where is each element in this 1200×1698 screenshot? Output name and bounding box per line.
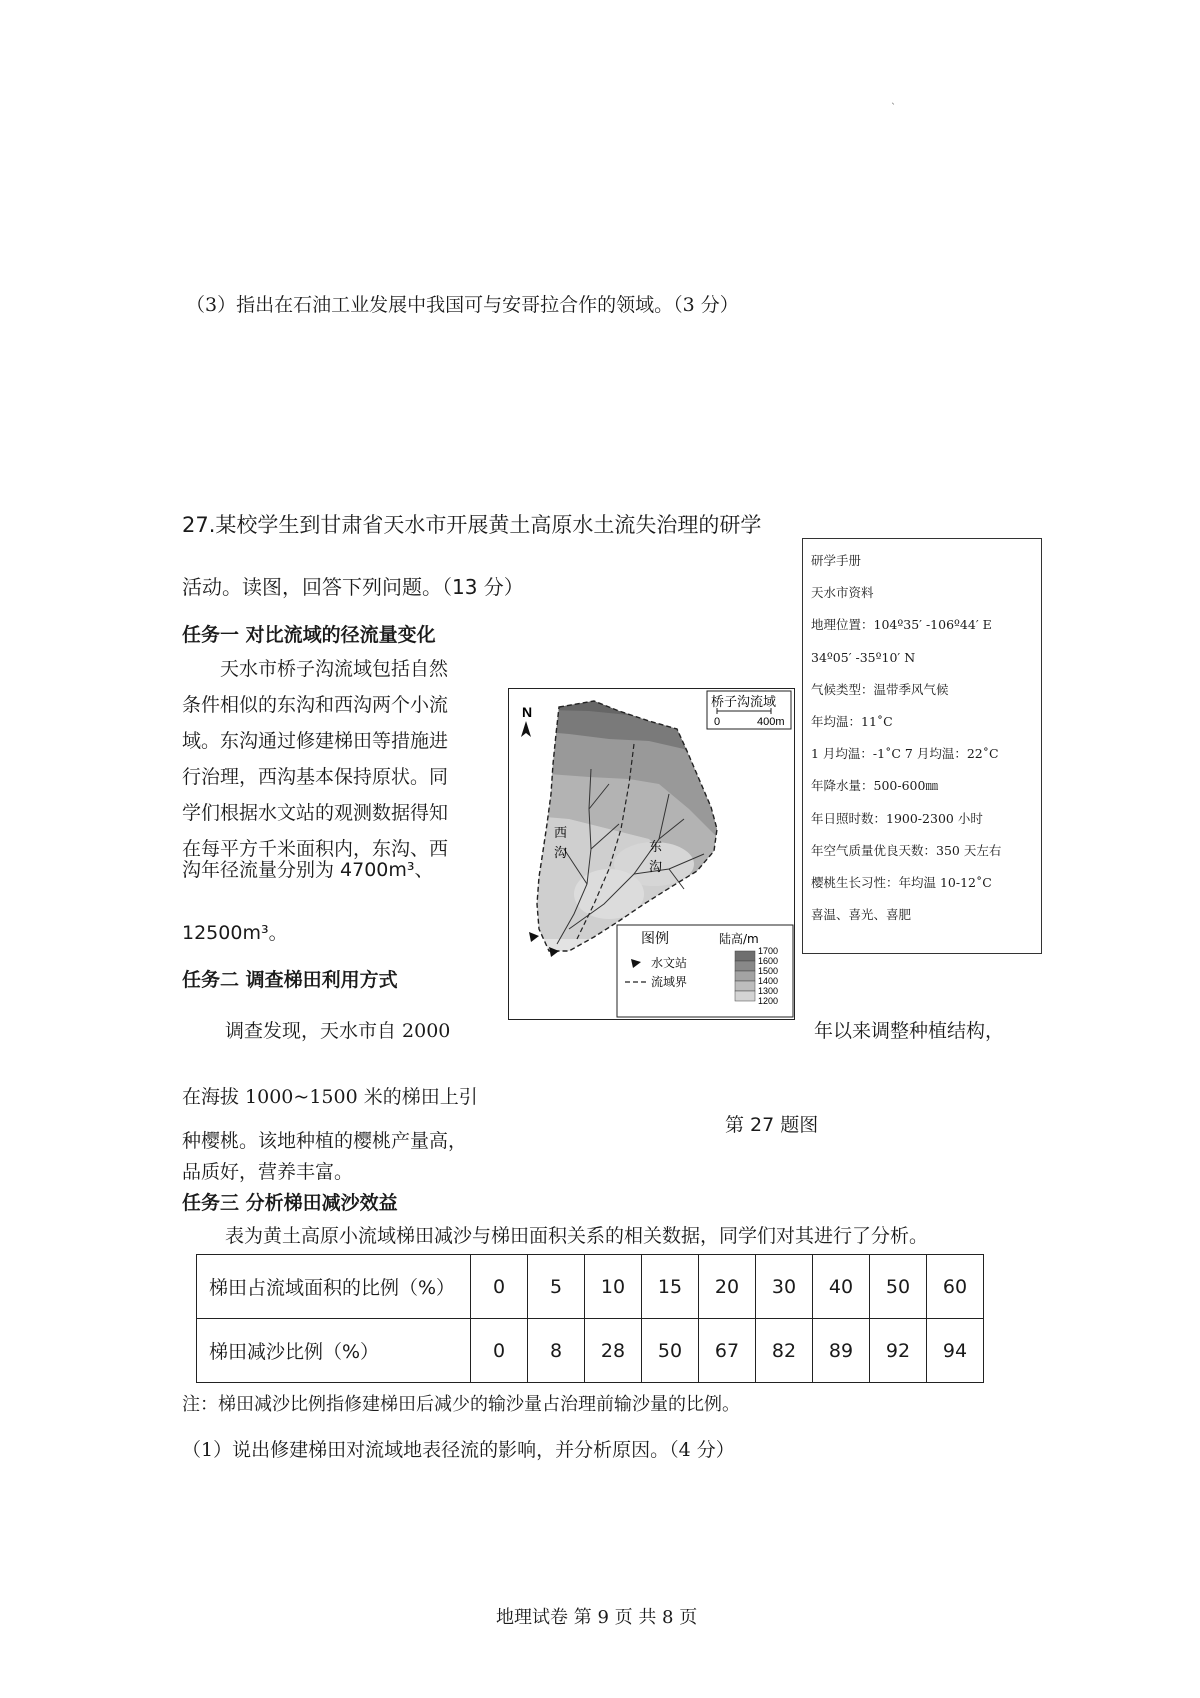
task1-line: 域。东沟通过修建梯田等措施进 bbox=[182, 730, 449, 752]
north-arrow-icon bbox=[521, 721, 531, 737]
watershed-map-svg bbox=[509, 689, 794, 1019]
question-1-prompt: （1）说出修建梯田对流域地表径流的影响，并分析原因。（4 分） bbox=[182, 1439, 735, 1461]
task1-line: 学们根据水文站的观测数据得知 bbox=[182, 802, 449, 824]
north-label: N bbox=[522, 704, 533, 720]
elevation-tick-label: 1600 bbox=[758, 956, 779, 966]
table-row bbox=[197, 1255, 984, 1319]
scale-zero: 0 bbox=[714, 716, 721, 728]
table-cell: 20 bbox=[699, 1255, 756, 1319]
map-legend bbox=[617, 925, 793, 1017]
east-gully-label: 东 bbox=[649, 840, 663, 855]
task1-runoff-line: 沟年径流量分别为 4700m³、 bbox=[182, 859, 434, 881]
table-cell: 92 bbox=[870, 1319, 927, 1383]
task2-line1b: 年以来调整种植结构， bbox=[814, 1020, 1005, 1042]
figure-caption: 第 27 题图 bbox=[725, 1114, 819, 1136]
elevation-tick-label: 1400 bbox=[758, 976, 779, 986]
handbook-line: 地理位置：104º35′ -106º44′ E bbox=[811, 617, 992, 633]
handbook-line: 气候类型：温带季风气候 bbox=[811, 681, 949, 697]
task1-line: 行治理，西沟基本保持原状。同 bbox=[182, 766, 449, 788]
task3-intro: 表为黄土高原小流域梯田减沙与梯田面积关系的相关数据，同学们对其进行了分析。 bbox=[225, 1225, 929, 1247]
table-row bbox=[197, 1319, 984, 1383]
elevation-tick-label: 1200 bbox=[758, 996, 779, 1006]
page-footer: 地理试卷 第 9 页 共 8 页 bbox=[496, 1607, 698, 1628]
task2-title: 任务二 调查梯田利用方式 bbox=[182, 969, 398, 991]
table-cell: 50 bbox=[870, 1255, 927, 1319]
table-cell: 28 bbox=[585, 1319, 642, 1383]
handbook-line: 34º05′ -35º10′ N bbox=[811, 649, 916, 665]
task2-line4: 品质好，营养丰富。 bbox=[182, 1161, 354, 1183]
handbook-line: 年降水量：500-600㎜ bbox=[811, 778, 938, 794]
task2-line3: 种樱桃。该地种植的樱桃产量高， bbox=[182, 1130, 468, 1152]
handbook-line: 年均温：11˚C bbox=[811, 713, 893, 729]
handbook-line: 天水市资料 bbox=[811, 585, 874, 601]
west-gully-label: 西 bbox=[554, 826, 568, 841]
q27-intro-line2: 活动。读图，回答下列问题。（13 分） bbox=[182, 575, 524, 599]
elevation-swatch bbox=[735, 951, 755, 961]
task1-line: 条件相似的东沟和西沟两个小流 bbox=[182, 694, 449, 716]
table-cell: 8 bbox=[528, 1319, 585, 1383]
handbook-line: 樱桃生长习性：年均温 10-12˚C bbox=[811, 874, 992, 890]
table-cell: 15 bbox=[642, 1255, 699, 1319]
table-cell: 30 bbox=[756, 1255, 813, 1319]
elevation-tick-label: 1700 bbox=[758, 946, 779, 956]
table-cell: 94 bbox=[927, 1319, 984, 1383]
west-gully-label: 沟 bbox=[554, 846, 568, 861]
table-cell: 5 bbox=[528, 1255, 585, 1319]
watershed-map bbox=[508, 688, 795, 1020]
task1-paragraph bbox=[182, 651, 462, 867]
task2-line1a: 调查发现，天水市自 2000 bbox=[225, 1020, 451, 1042]
handbook-line: 年日照时数：1900-2300 小时 bbox=[811, 810, 983, 826]
row-header: 梯田减沙比例（%） bbox=[197, 1319, 471, 1383]
handbook-line: 1 月均温：-1˚C 7 月均温：22˚C bbox=[811, 746, 999, 762]
task1-title: 任务一 对比流域的径流量变化 bbox=[182, 624, 436, 646]
task1-runoff-line2: 12500m³。 bbox=[182, 922, 288, 944]
table-cell: 40 bbox=[813, 1255, 870, 1319]
east-gully-label: 沟 bbox=[649, 860, 663, 875]
scale-distance: 400m bbox=[757, 716, 785, 728]
elevation-swatch bbox=[735, 971, 755, 981]
legend-boundary: 流域界 bbox=[651, 975, 688, 989]
elevation-tick-label: 1500 bbox=[758, 966, 779, 976]
table-note: 注：梯田减沙比例指修建梯田后减少的输沙量占治理前输沙量的比例。 bbox=[182, 1394, 740, 1415]
map-title: 桥子沟流域 bbox=[711, 695, 777, 710]
task1-line: 天水市桥子沟流域包括自然 bbox=[220, 658, 449, 680]
table-cell: 10 bbox=[585, 1255, 642, 1319]
elevation-swatch bbox=[735, 961, 755, 971]
table-cell: 60 bbox=[927, 1255, 984, 1319]
elevation-swatch bbox=[735, 991, 755, 1001]
question-3-prompt: （3）指出在石油工业发展中我国可与安哥拉合作的领域。（3 分） bbox=[186, 294, 739, 316]
table-cell: 0 bbox=[471, 1255, 528, 1319]
handbook-line: 研学手册 bbox=[811, 553, 862, 568]
research-handbook-box bbox=[802, 538, 1042, 954]
handbook-line: 年空气质量优良天数：350 天左右 bbox=[811, 842, 1002, 858]
legend-station: 水文站 bbox=[651, 956, 688, 970]
legend-title: 图例 bbox=[641, 931, 669, 947]
terrace-data-table bbox=[196, 1254, 984, 1383]
elevation-swatch bbox=[735, 981, 755, 991]
table-cell: 67 bbox=[699, 1319, 756, 1383]
elevation-tick-label: 1300 bbox=[758, 986, 779, 996]
table-cell: 89 bbox=[813, 1319, 870, 1383]
table-cell: 50 bbox=[642, 1319, 699, 1383]
table-cell: 0 bbox=[471, 1319, 528, 1383]
task2-line2: 在海拔 1000~1500 米的梯田上引 bbox=[182, 1086, 478, 1108]
row-header: 梯田占流域面积的比例（%） bbox=[197, 1255, 471, 1319]
table-cell: 82 bbox=[756, 1319, 813, 1383]
task3-title: 任务三 分析梯田减沙效益 bbox=[182, 1192, 398, 1214]
q27-intro-line1: 27.某校学生到甘肃省天水市开展黄土高原水土流失治理的研学 bbox=[182, 513, 762, 537]
hydro-station-icon bbox=[529, 932, 539, 942]
handbook-line: 喜温、喜光、喜肥 bbox=[811, 907, 912, 923]
legend-elev-title: 陆高/m bbox=[719, 932, 759, 946]
task1-line: 在每平方千米面积内，东沟、西 bbox=[182, 838, 449, 860]
corner-mark: ˎ bbox=[891, 94, 896, 105]
